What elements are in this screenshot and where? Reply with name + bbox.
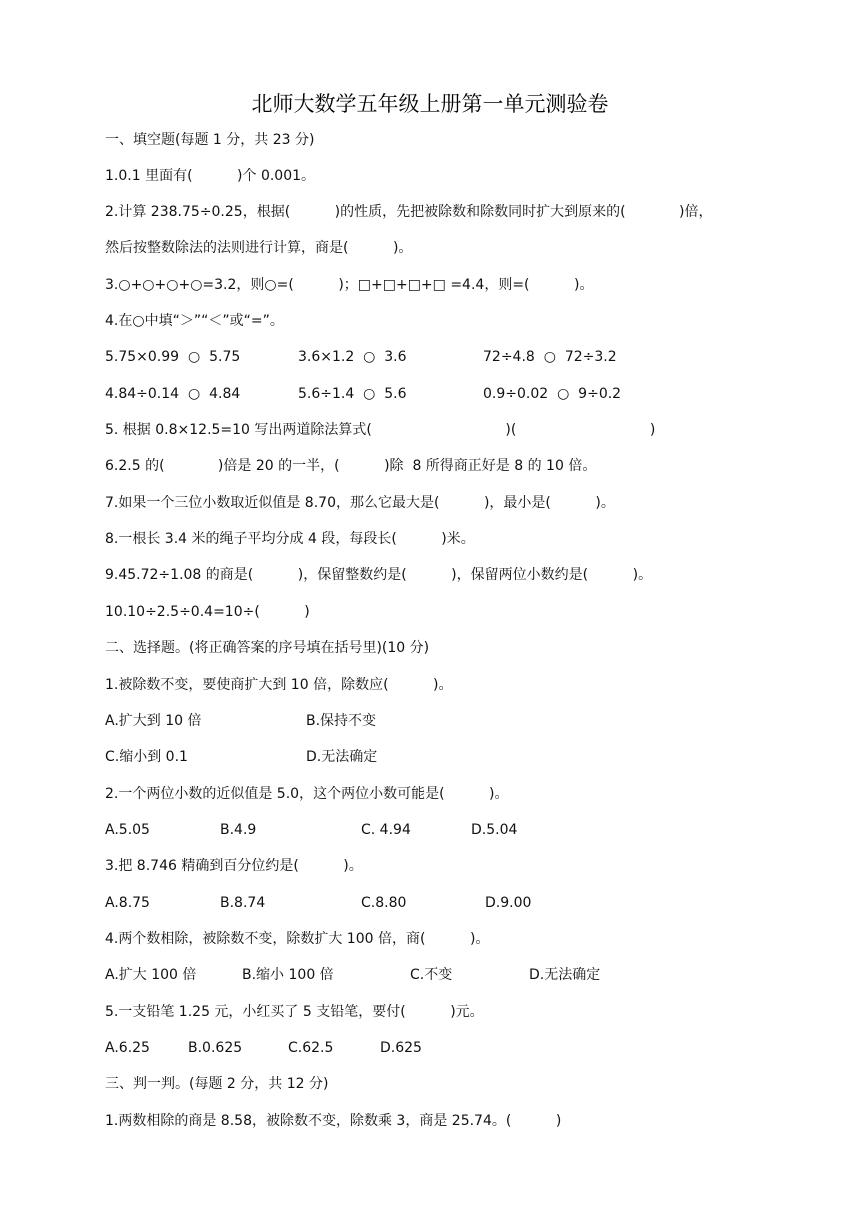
option-c: C. 4.94 bbox=[361, 822, 411, 838]
question-2-2: 2.一个两位小数的近似值是 5.0，这个两位小数可能是( )。 bbox=[105, 786, 509, 802]
option-b: B.8.74 bbox=[220, 895, 266, 911]
question-1-8: 8.一根长 3.4 米的绳子平均分成 4 段，每段长( )米。 bbox=[105, 531, 475, 547]
question-1-4: 4.在○中填“＞”“＜”或“=”。 bbox=[105, 313, 284, 329]
compare-item: 5.6÷1.4 ○ 5.6 bbox=[298, 386, 407, 402]
section3-heading: 三、判一判。(每题 2 分，共 12 分) bbox=[105, 1076, 329, 1092]
question-1-10: 10.10÷2.5÷0.4=10÷( ) bbox=[105, 604, 310, 620]
question-1-7: 7.如果一个三位小数取近似值是 8.70，那么它最大是( )，最小是( )。 bbox=[105, 495, 615, 511]
section2-heading: 二、选择题。(将正确答案的序号填在括号里)(10 分) bbox=[105, 640, 430, 656]
page-title: 北师大数学五年级上册第一单元测验卷 bbox=[251, 92, 609, 116]
option-a: A.6.25 bbox=[105, 1040, 150, 1056]
option-c: C.62.5 bbox=[288, 1040, 334, 1056]
question-1-9: 9.45.72÷1.08 的商是( )，保留整数约是( )，保留两位小数约是( )。 bbox=[105, 567, 653, 583]
question-1-6: 6.2.5 的( )倍是 20 的一半，( )除 8 所得商正好是 8 的 10 倍。 bbox=[105, 458, 597, 474]
compare-item: 5.75×0.99 ○ 5.75 bbox=[105, 349, 241, 365]
option-b: B.0.625 bbox=[188, 1040, 243, 1056]
question-3-1: 1.两数相除的商是 8.58，被除数不变，除数乘 3，商是 25.74。( ) bbox=[105, 1113, 562, 1129]
option-b: B.保持不变 bbox=[306, 713, 377, 729]
option-c: C.缩小到 0.1 bbox=[105, 749, 188, 765]
question-1-5: 5. 根据 0.8×12.5=10 写出两道除法算式( )( ) bbox=[105, 422, 656, 438]
compare-item: 3.6×1.2 ○ 3.6 bbox=[298, 349, 407, 365]
question-1-2-line2: 然后按整数除法的法则进行计算，商是( )。 bbox=[105, 240, 413, 256]
compare-item: 72÷4.8 ○ 72÷3.2 bbox=[483, 349, 617, 365]
option-c: C.8.80 bbox=[361, 895, 407, 911]
option-a: A.扩大到 10 倍 bbox=[105, 713, 202, 729]
question-2-5: 5.一支铅笔 1.25 元，小红买了 5 支铅笔，要付( )元。 bbox=[105, 1004, 484, 1020]
option-d: D.5.04 bbox=[471, 822, 518, 838]
question-2-4: 4.两个数相除，被除数不变，除数扩大 100 倍，商( )。 bbox=[105, 931, 490, 947]
option-b: B.4.9 bbox=[220, 822, 257, 838]
option-a: A.扩大 100 倍 bbox=[105, 967, 197, 983]
question-1-1: 1.0.1 里面有( )个 0.001。 bbox=[105, 168, 316, 184]
option-d: D.无法确定 bbox=[529, 967, 601, 983]
question-1-2-line1: 2.计算 238.75÷0.25，根据( )的性质，先把被除数和除数同时扩大到原来的( )倍， bbox=[105, 204, 713, 220]
compare-item: 0.9÷0.02 ○ 9÷0.2 bbox=[483, 386, 622, 402]
section1-heading: 一、填空题(每题 1 分，共 23 分) bbox=[105, 132, 315, 148]
question-1-3: 3.○+○+○+○=3.2，则○=( )；□+□+□+□ =4.4，则=( )。 bbox=[105, 277, 594, 293]
option-d: D.无法确定 bbox=[306, 749, 378, 765]
option-b: B.缩小 100 倍 bbox=[242, 967, 334, 983]
option-a: A.8.75 bbox=[105, 895, 150, 911]
question-2-1: 1.被除数不变，要使商扩大到 10 倍，除数应( )。 bbox=[105, 677, 453, 693]
option-c: C.不变 bbox=[410, 967, 453, 983]
option-d: D.9.00 bbox=[485, 895, 532, 911]
compare-item: 4.84÷0.14 ○ 4.84 bbox=[105, 386, 241, 402]
question-2-3: 3.把 8.746 精确到百分位约是( )。 bbox=[105, 858, 363, 874]
option-a: A.5.05 bbox=[105, 822, 150, 838]
option-d: D.625 bbox=[380, 1040, 422, 1056]
